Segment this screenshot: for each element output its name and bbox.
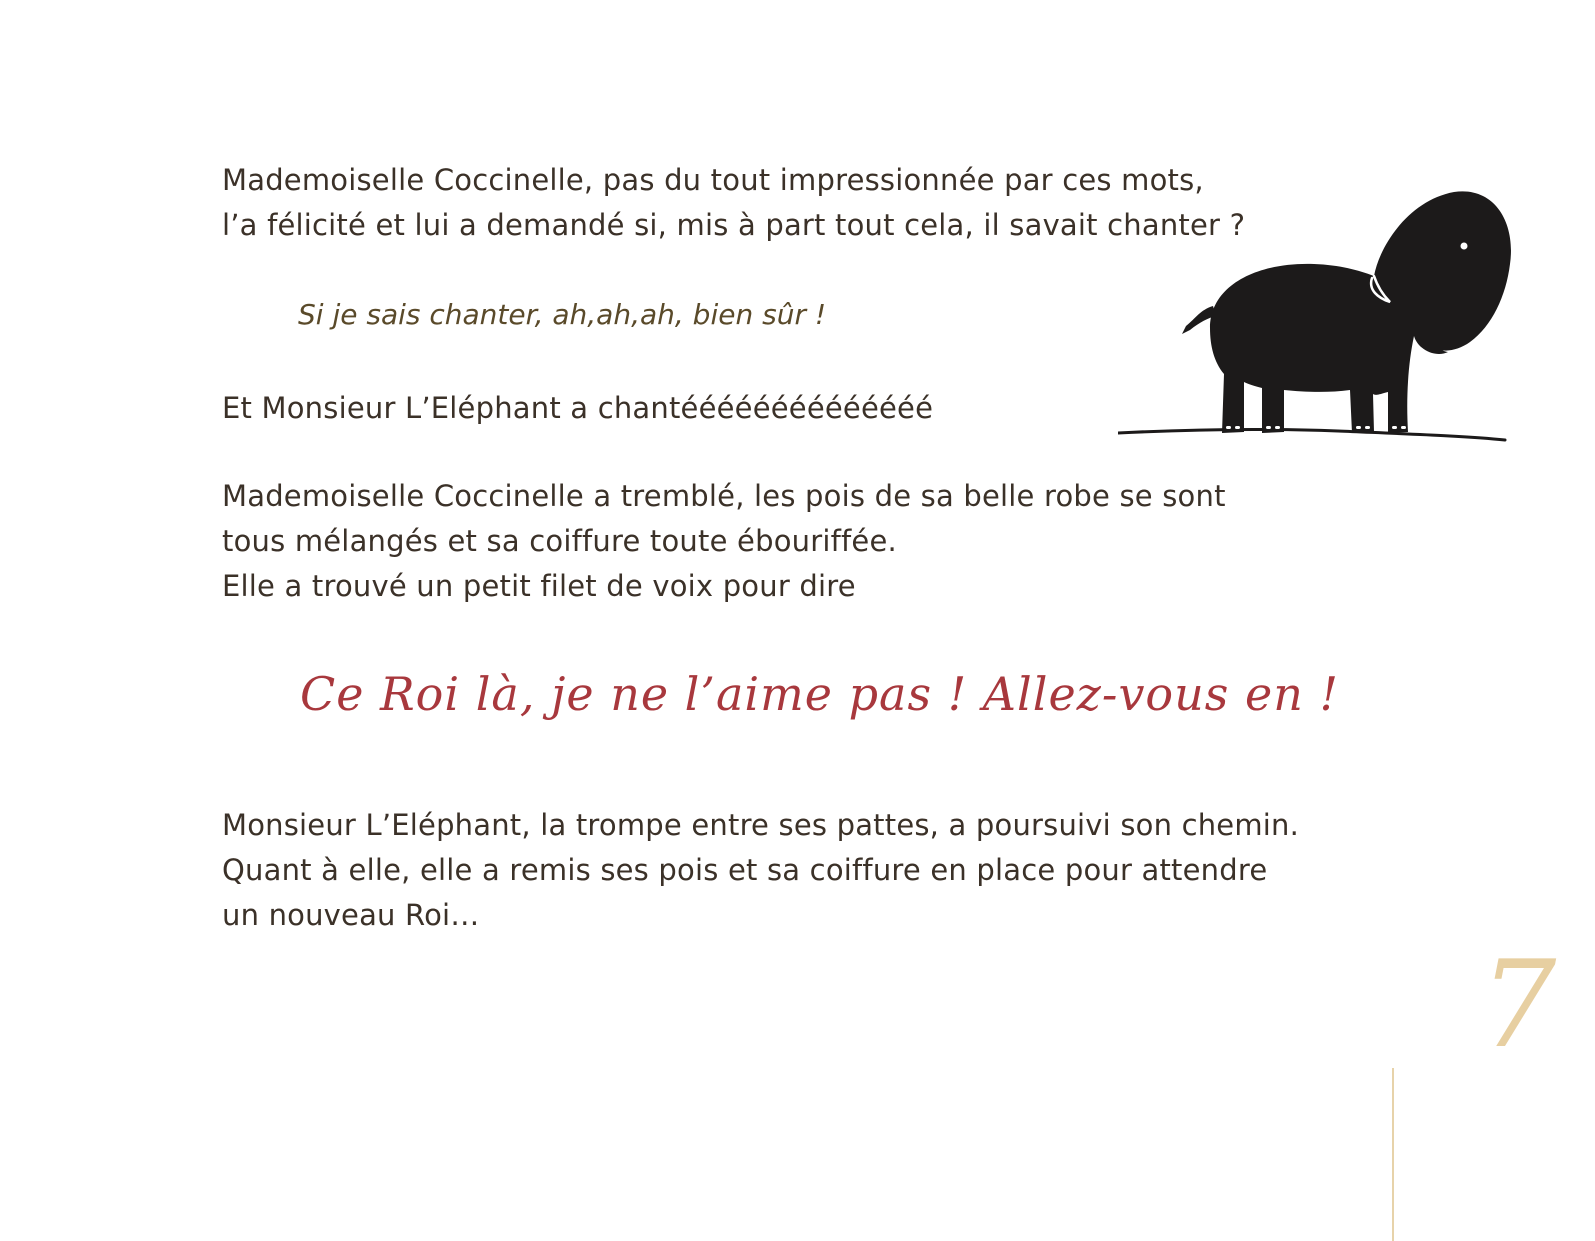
paragraph-ending <box>222 803 1299 938</box>
paragraph-line: Mademoiselle Coccinelle, pas du tout impressionnée par ces mots, <box>222 163 1204 197</box>
paragraph-line: Monsieur L’Eléphant, la trompe entre ses pattes, a poursuivi son chemin. <box>222 808 1300 842</box>
paragraph-line: Et Monsieur L’Eléphant a chantéééééééééééééé <box>222 391 934 425</box>
song-line: Si je sais chanter, ah,ah,ah, bien sûr ! <box>298 298 827 331</box>
paragraph-line: Elle a trouvé un petit filet de voix pour dire <box>222 569 856 603</box>
elephant-eye <box>1461 243 1468 250</box>
paragraph-line: Quant à elle, elle a remis ses pois et sa coiffure en place pour attendre <box>222 853 1268 887</box>
paragraph-line: tous mélangés et sa coiffure toute ébouriffée. <box>222 524 897 558</box>
paragraph-line: Mademoiselle Coccinelle a tremblé, les pois de sa belle robe se sont <box>222 479 1226 513</box>
paragraph-line: un nouveau Roi… <box>222 898 480 932</box>
paragraph-intro <box>222 158 1245 248</box>
paragraph-trembling <box>222 474 1226 609</box>
script-quote: Ce Roi là, je ne l’aime pas ! Allez-vous en ! <box>300 667 1339 721</box>
ground-line <box>1118 430 1505 440</box>
elephant-body <box>1210 191 1511 433</box>
paragraph-line: l’a félicité et lui a demandé si, mis à part tout cela, il savait chanter ? <box>222 208 1246 242</box>
page-divider-line <box>1392 1068 1394 1241</box>
elephant-illustration <box>1118 178 1518 453</box>
paragraph-singing <box>222 386 933 431</box>
page-number: 7 <box>1480 936 1557 1075</box>
